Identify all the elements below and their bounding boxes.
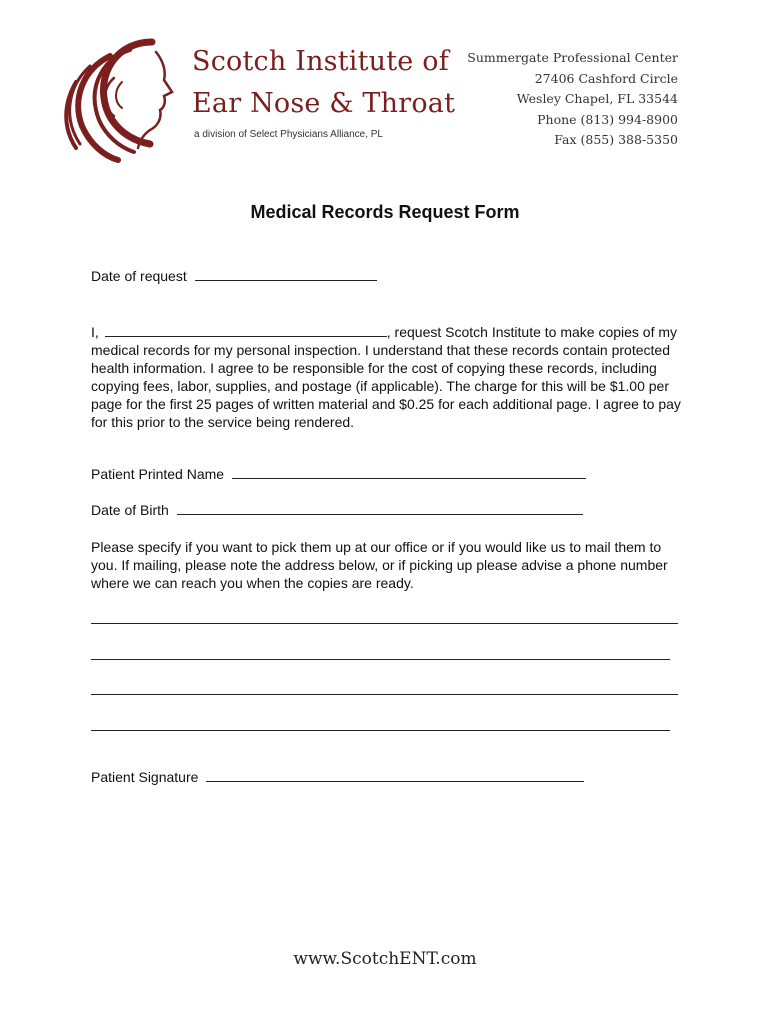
signature-field[interactable] [206,769,584,782]
signature-row [91,769,584,785]
address-line-2-field[interactable] [91,659,670,660]
dob-label: Date of Birth [91,502,169,518]
address-line: 27406 Cashford Circle [534,70,678,86]
org-name-line1: Scotch Institute of [192,46,449,77]
date-of-request-label: Date of request [91,268,187,284]
dob-row [91,502,583,518]
address-line-4-field[interactable] [91,730,670,731]
consent-prefix: I, [91,324,99,340]
requester-name-field[interactable] [105,324,387,337]
website-link[interactable]: www.ScotchENT.com [293,949,477,969]
address-line: Summergate Professional Center [467,50,678,65]
org-name-line2: Ear Nose & Throat [192,88,456,119]
fax-line: Fax (855) 388-5350 [554,132,678,147]
address-line: Wesley Chapel, FL 33544 [516,91,678,106]
logo-icon [60,36,190,166]
patient-name-row [91,466,586,482]
date-of-request-row [91,268,377,284]
contact-address [467,48,678,151]
consent-text-rest: my medical records for my personal inspection. I understand that these records contain protected health information. I agree to be responsible for the cost of copying these records, including copying fees, labor, supplies, and postage (if applicable). The charge for this will be $1.00 per page for the first 25 pages of written material and $0.25 for each additional page. I agree to pay for this prior to the service being rendered. [91,324,681,430]
consent-paragraph [91,323,691,431]
address-line-3-field[interactable] [91,694,678,695]
pickup-instructions: Please specify if you want to pick them up at our office or if you would like us to mail them to you. If mailing, please note the address below, or if picking up please advise a phone number where we can reach you when the copies are ready. [91,539,668,591]
patient-name-label: Patient Printed Name [91,466,225,482]
consent-text-first: , request Scotch Institute to make copies of [386,324,655,340]
patient-name-field[interactable] [232,466,586,479]
phone-line: Phone (813) 994-8900 [537,111,678,127]
date-of-request-field[interactable] [195,268,377,281]
address-line-1-field[interactable] [91,623,678,624]
org-division: a division of Select Physicians Alliance, PL [194,129,383,140]
signature-label: Patient Signature [91,769,199,785]
form-title: Medical Records Request Form [250,202,520,222]
dob-field[interactable] [177,502,583,515]
